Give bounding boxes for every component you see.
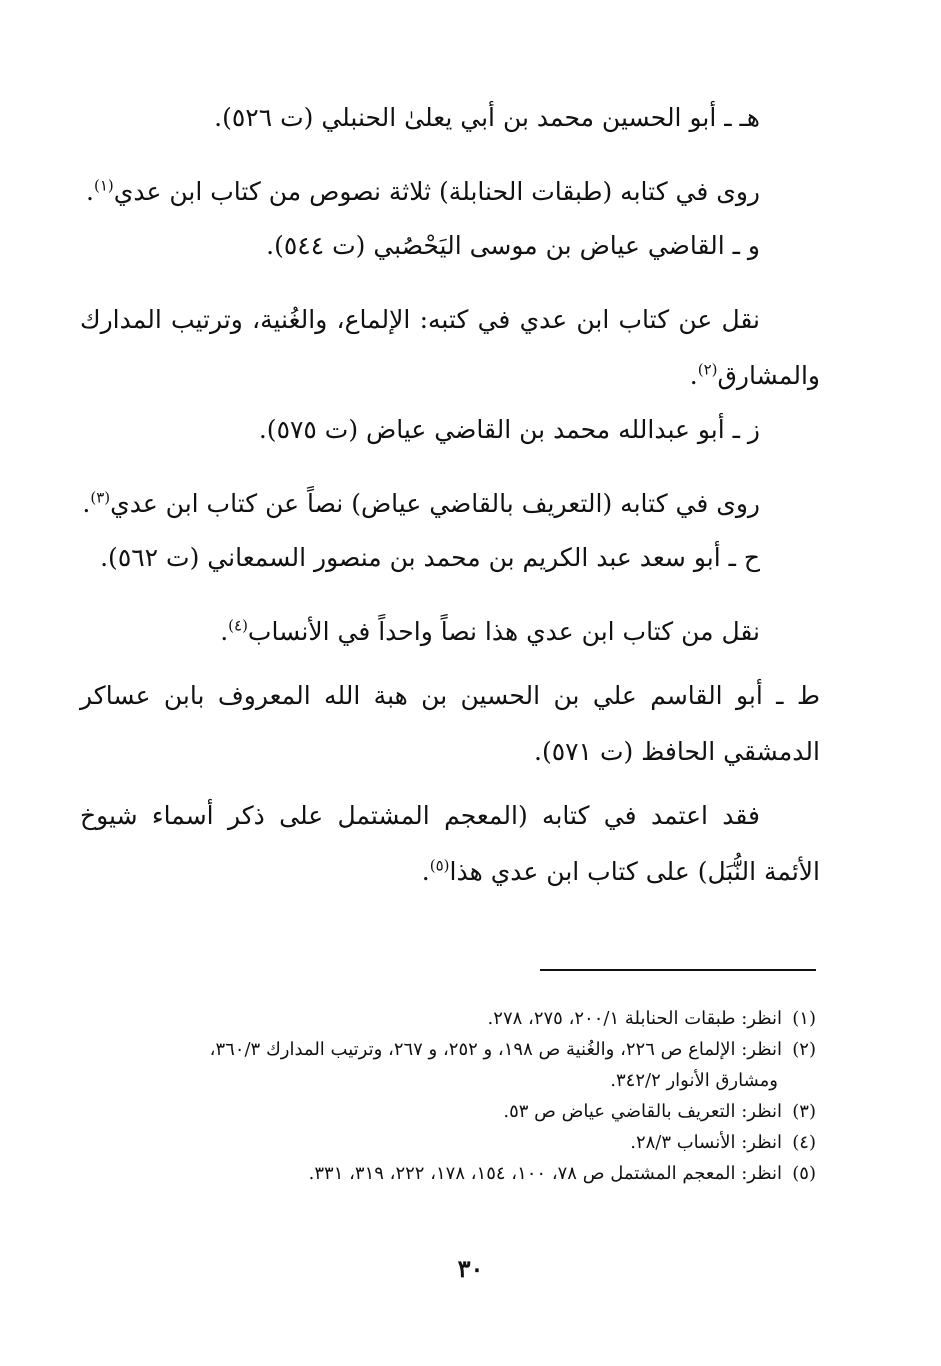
entry-body-end-2: .: [689, 361, 698, 390]
entry-heading-4: ح ـ أبو سعد عبد الكريم بن محمد بن منصور السمعاني (ت ٥٦٢).: [100, 543, 760, 572]
page-number: ٣٠: [457, 1254, 484, 1283]
footnote-2: [80, 1034, 820, 1065]
footnote-ref-4[interactable]: (٤): [228, 616, 248, 635]
entry-heading-2: و ـ القاضي عياض بن موسى اليَحْصُبي (ت ٥٤٤).: [266, 231, 760, 260]
main-text: [80, 100, 820, 908]
entry-body-end-4: .: [220, 617, 229, 646]
footnote-number-2: (٢): [792, 1039, 816, 1060]
footnote-ref-5[interactable]: (٥): [429, 856, 450, 875]
footnote-text-5: انظر: المعجم المشتمل ص ٧٨، ١٠٠، ١٥٤، ١٧٨، ٢٢٢، ٣١٩، ٣٣١.: [308, 1163, 782, 1184]
footnote-3: [80, 1096, 820, 1127]
entry-body-3: [80, 476, 820, 532]
footnote-text-1: انظر: طبقات الحنابلة ٢٠٠/١، ٢٧٥، ٢٧٨.: [487, 1008, 782, 1029]
footnote-ref-3[interactable]: (٣): [90, 488, 111, 507]
footnote-text-3: انظر: التعريف بالقاضي عياض ص ٥٣.: [503, 1101, 782, 1122]
entry-body-2: [80, 292, 820, 404]
footnote-ref-2[interactable]: (٢): [697, 360, 718, 379]
footnote-number-1: (١): [792, 1008, 816, 1029]
entry-heading-1: هـ ـ أبو الحسين محمد بن أبي يعلىٰ الحنبلي (ت ٥٢٦).: [214, 103, 760, 132]
footnote-number-5: (٥): [792, 1163, 816, 1184]
entry-body-end-5: .: [421, 857, 430, 886]
entry-heading-5: ط ـ أبو القاسم علي بن الحسين بن هبة الله المعروف بابن عساكر الدمشقي الحافظ (ت ٥٧١).: [80, 681, 820, 766]
footnote-ref-1[interactable]: (١): [94, 176, 114, 195]
footnote-text-4: انظر: الأنساب ٢٨/٣.: [630, 1132, 782, 1153]
footnote-5: [80, 1158, 820, 1189]
entry-body-5: [80, 788, 820, 900]
footnote-text-2: انظر: الإلماع ص ٢٢٦، والغُنية ص ١٩٨، و ٢٥٢، و ٢٦٧، وترتيب المدارك ٣٦٠/٣،: [209, 1039, 782, 1060]
entry-body-end-3: .: [82, 489, 91, 518]
entry-body-text-1: روى في كتابه (طبقات الحنابلة) ثلاثة نصوص من كتاب ابن عدي: [113, 177, 760, 206]
footnote-number-4: (٤): [792, 1132, 816, 1153]
entry-body-end-1: .: [86, 177, 94, 206]
entry-body-text-5: فقد اعتمد في كتابه (المعجم المشتمل على ذكر أسماء شيوخ الأئمة النُّبَل) على كتاب ابن عدي هذا: [80, 801, 820, 886]
entry-body-text-4: نقل من كتاب ابن عدي هذا نصاً واحداً في الأنساب: [247, 617, 760, 646]
footnote-1: [80, 1003, 820, 1034]
footnote-2-continuation: ومشارق الأنوار ٣٤٢/٢.: [610, 1070, 778, 1091]
footnote-number-3: (٣): [792, 1101, 816, 1122]
entry-body-4: [80, 604, 820, 660]
footnotes: [80, 1003, 820, 1189]
entry-body-1: [80, 164, 820, 220]
entry-body-text-2: نقل عن كتاب ابن عدي في كتبه: الإلماع، والغُنية، وترتيب المدارك والمشارق: [80, 305, 820, 390]
entry-body-text-3: روى في كتابه (التعريف بالقاضي عياض) نصاً عن كتاب ابن عدي: [110, 489, 760, 518]
entry-heading-3: ز ـ أبو عبدالله محمد بن القاضي عياض (ت ٥٧٥).: [258, 415, 760, 444]
footnote-4: [80, 1127, 820, 1158]
footnote-separator: [540, 969, 816, 971]
